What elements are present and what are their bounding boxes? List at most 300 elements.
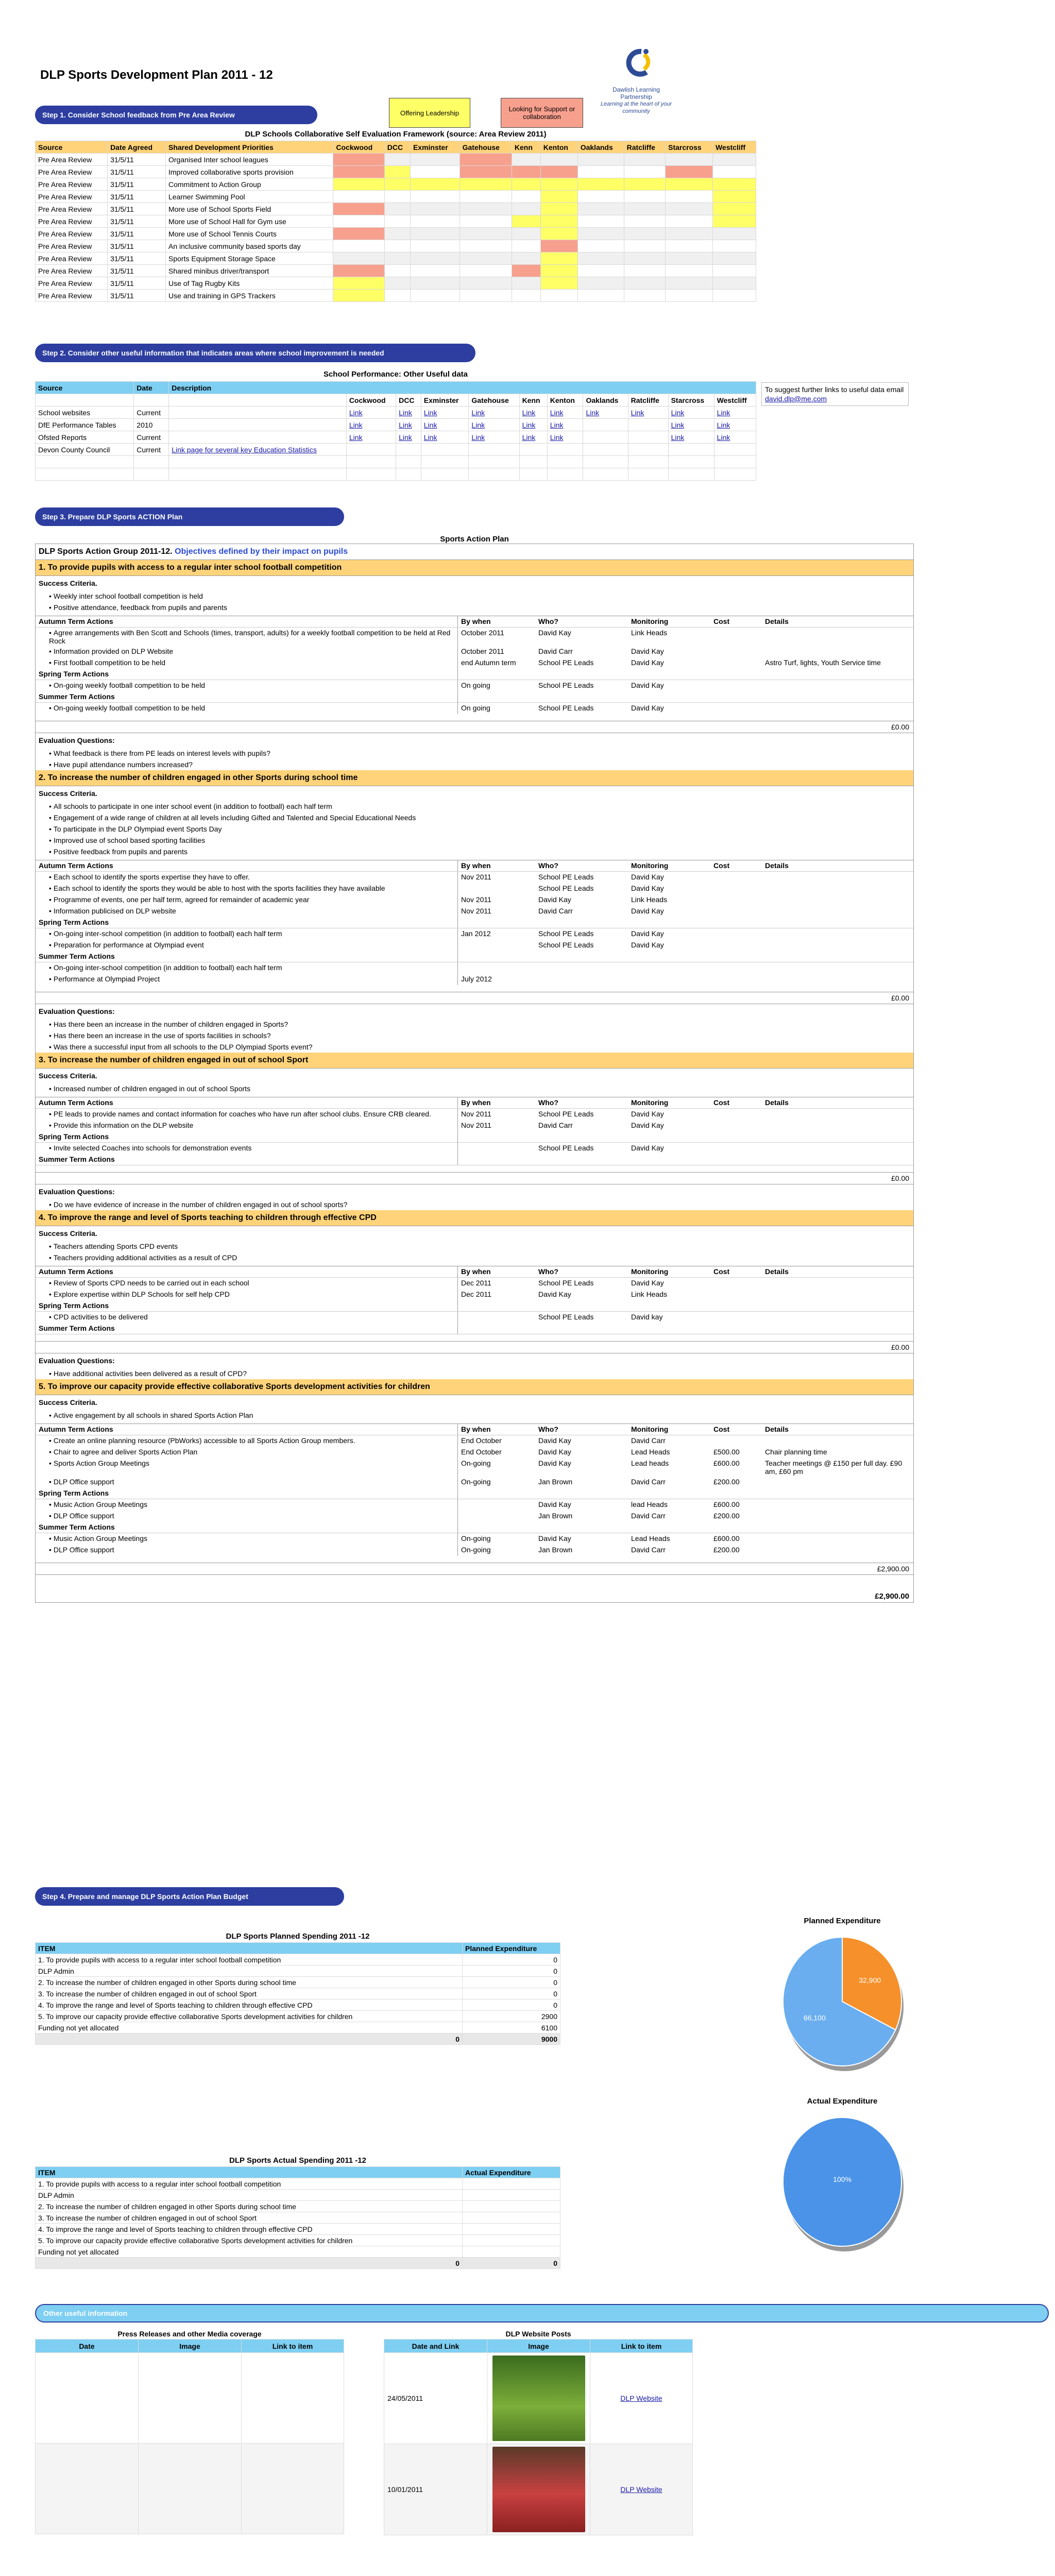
who: David Kay [538,1448,571,1456]
table-row [384,2353,693,2444]
action-text: • Programme of events, one per half term, agreed for remainder of academic year [36,894,458,906]
pie-label: 32,900 [859,1976,881,1985]
term-row [36,1488,913,1499]
monitoring: David Kay [631,1144,664,1152]
school-status-cell [624,203,665,215]
evaluation-label: Evaluation Questions: [39,1188,115,1196]
action-row [36,1278,913,1289]
priority-cell: Use of Tag Rugby Kits [166,277,333,290]
school-status-cell [512,178,540,191]
action-row [36,906,913,917]
spacer [36,1334,913,1342]
blank-cell [134,468,169,481]
cost [710,1278,762,1289]
school-status-cell [410,290,460,302]
expenditure-header: Planned Expenditure [463,1943,560,1954]
cost [710,906,762,917]
school-link[interactable]: Link [423,433,437,442]
action-row [36,1109,913,1120]
col-header: Gatehouse [460,141,512,154]
item-cell: Funding not yet allocated [36,2022,463,2033]
school-link-cell[interactable] [583,406,628,419]
details [762,1120,913,1131]
useful-data-table [35,381,756,481]
criteria-item: • Increased number of children engaged in out of school Sports [36,1083,913,1094]
action-row [36,1120,913,1131]
school-link[interactable]: Link [471,408,485,417]
blank-cell [628,468,668,481]
cost [710,657,762,669]
blank-cell [714,456,756,468]
self-evaluation-table [35,141,756,302]
monitoring: David Kay [631,941,664,949]
table-row [384,2444,693,2535]
column-label: Who? [538,1267,558,1276]
col-header: Image [487,2340,590,2353]
source-cell: Pre Area Review [36,154,108,166]
evaluation-question: • Do we have evidence of increase in the number of children engaged in out of school sports? [36,1199,913,1210]
term-row [36,1300,913,1312]
school-name: Exminster [421,394,469,406]
details [762,1499,913,1511]
who: David Kay [538,895,571,904]
school-status-cell [460,191,512,203]
school-status-cell [333,265,384,277]
school-link[interactable]: Link [671,408,685,417]
header-row [384,2340,693,2353]
by-when: On-going [461,1546,491,1554]
school-link[interactable]: Link [349,433,363,442]
school-link-cell[interactable] [346,419,396,431]
school-status-cell [540,252,577,265]
school-status-cell [384,215,410,228]
school-status-cell [666,215,713,228]
date-cell: 24/05/2011 [384,2353,487,2444]
school-link-cell[interactable] [519,419,547,431]
school-status-cell [712,252,756,265]
who: David Carr [538,647,573,655]
who: School PE Leads [538,1110,594,1118]
date-cell: 31/5/11 [108,154,166,166]
school-link[interactable]: Link [717,408,730,417]
step2-banner: Step 2. Consider other useful information that indicates areas where school improvement is needed [35,344,475,362]
school-status-cell [712,178,756,191]
website-link[interactable]: DLP Website [620,2394,662,2402]
term-label: Summer Term Actions [36,951,458,962]
by-when: October 2011 [461,647,504,655]
objective-total: £2,900.00 [36,1563,913,1575]
term-label: Spring Term Actions [36,1131,458,1142]
school-link[interactable]: Link [399,408,412,417]
column-label: By when [461,617,491,625]
col-header: Exminster [410,141,460,154]
school-link-cell[interactable] [628,406,668,419]
by-when [458,883,535,894]
monitoring: David Kay [631,907,664,915]
school-link[interactable]: Link [399,433,412,442]
cost [710,1143,762,1154]
who: David Carr [538,1121,573,1129]
school-status-cell [410,191,460,203]
school-link[interactable]: Link [522,433,536,442]
source-cell: Pre Area Review [36,166,108,178]
success-criteria-label: Success Criteria. [39,1072,97,1080]
item-cell: DLP Admin [36,1965,463,1977]
school-status-cell [333,228,384,240]
by-when: Nov 2011 [461,1110,491,1118]
by-when: Dec 2011 [461,1279,491,1287]
blank-cell [583,468,628,481]
school-name: Gatehouse [469,394,519,406]
date-cell: 31/5/11 [108,215,166,228]
date-cell [36,2444,139,2534]
blank-cell [668,456,714,468]
school-link-cell [668,444,714,456]
school-link-cell [396,444,421,456]
term-label: Spring Term Actions [36,669,458,680]
blank-cell [469,456,519,468]
date-cell: 31/5/11 [108,240,166,252]
school-status-cell [540,215,577,228]
column-label: Cost [713,861,730,870]
total-b: 0 [463,2258,560,2269]
school-link[interactable]: Link [550,408,564,417]
action-text: • Performance at Olympiad Project [36,974,458,985]
criteria-item: • Engagement of a wide range of children at all levels including Gifted and Talented and Special Educational Needs [36,812,913,823]
by-when [458,1511,535,1522]
school-link[interactable]: Link [717,433,730,442]
school-link-cell [346,444,396,456]
table-row [36,2235,560,2246]
school-link-cell[interactable] [346,431,396,444]
by-when [458,962,535,974]
school-link-cell[interactable] [714,406,756,419]
action-row [36,940,913,951]
details [762,646,913,657]
school-name: Kenton [547,394,583,406]
by-when: End October [461,1448,502,1456]
col-header: Ratcliffe [624,141,665,154]
action-text: • DLP Office support [36,1511,458,1522]
who: School PE Leads [538,704,594,712]
column-label: Details [765,1098,789,1107]
who: Jan Brown [538,1546,573,1554]
cost [710,1120,762,1131]
term-label: Autumn Term Actions [36,1424,458,1435]
website-link[interactable]: DLP Website [620,2485,662,2494]
monitoring: David Kay [631,873,664,881]
action-group-subtitle: Objectives defined by their impact on pupils [175,547,348,556]
table-row [36,2212,560,2224]
date-cell: 31/5/11 [108,265,166,277]
school-name: Westcliff [714,394,756,406]
school-link-cell[interactable] [714,419,756,431]
details [762,883,913,894]
who: Jan Brown [538,1478,573,1486]
criteria-item: • Improved use of school based sporting facilities [36,835,913,846]
action-text: • PE leads to provide names and contact information for coaches who have run after school clubs. Ensure CRB cleared. [36,1109,458,1120]
school-status-cell [540,203,577,215]
school-link-cell[interactable] [519,431,547,444]
monitoring: David Kay [631,681,664,689]
school-status-cell [460,228,512,240]
school-link[interactable]: Link [399,420,412,429]
school-link-cell[interactable] [668,431,714,444]
description-link[interactable]: Link page for several key Education Statistics [172,445,317,454]
item-cell: Funding not yet allocated [36,2246,463,2258]
column-label: Cost [713,1425,730,1433]
school-link[interactable]: Link [631,408,644,417]
total-row [36,2033,560,2045]
criteria-item: • To participate in the DLP Olympiad event Sports Day [36,823,913,835]
school-link-cell[interactable] [469,419,519,431]
cost [710,883,762,894]
school-link[interactable]: Link [550,433,564,442]
action-row [36,1477,913,1488]
item-cell: 3. To increase the number of children engaged in out of school Sport [36,2212,463,2224]
school-link-cell[interactable] [547,431,583,444]
source-cell: Pre Area Review [36,203,108,215]
school-link[interactable]: Link [349,408,363,417]
step1-caption: DLP Schools Collaborative Self Evaluation Framework (source: Area Review 2011) [245,130,547,139]
school-status-cell [460,290,512,302]
school-link[interactable]: Link [423,408,437,417]
term-label: Summer Term Actions [36,691,458,702]
who: David Kay [538,1436,571,1445]
school-link-cell[interactable] [346,406,396,419]
school-link[interactable]: Link [522,408,536,417]
date-cell: 31/5/11 [108,228,166,240]
monitoring: Lead Heads [631,1534,670,1543]
details [762,1435,913,1447]
blank-cell [547,468,583,481]
evaluation-question: • Have pupil attendance numbers increased? [36,759,913,770]
school-link-cell[interactable] [668,406,714,419]
actual-expenditure-pie [773,2112,912,2262]
col-header: Kenn [512,141,540,154]
amount-cell [463,2190,560,2201]
column-label: Details [765,1425,789,1433]
evaluation-label: Evaluation Questions: [39,736,115,744]
table-row [36,2444,344,2534]
school-status-cell [512,203,540,215]
action-text: • Each school to identify the sports they would be able to host with the sports facilities they have available [36,883,458,894]
empty-row [36,456,756,468]
school-link-cell [714,444,756,456]
school-status-cell [577,290,624,302]
column-label: Monitoring [631,1425,669,1433]
table-row [36,1965,560,1977]
school-status-cell [666,277,713,290]
school-link-cell[interactable] [396,419,421,431]
action-row [36,928,913,940]
school-link-cell [628,431,668,444]
column-label: Details [765,861,789,870]
by-when: On-going [461,1478,491,1486]
planned-chart-title: Planned Expenditure [804,1917,881,1925]
blank-cell [346,468,396,481]
school-link-cell[interactable] [469,431,519,444]
item-cell: 2. To increase the number of children engaged in other Sports during school time [36,1977,463,1988]
table-row [36,154,756,166]
details [762,1511,913,1522]
posts-caption: DLP Website Posts [505,2330,571,2338]
who: David Kay [538,629,571,637]
school-link[interactable]: Link [717,420,730,429]
school-status-cell [577,215,624,228]
column-label: Who? [538,861,558,870]
school-link[interactable]: Link [522,420,536,429]
cost [710,1312,762,1323]
details [762,1545,913,1556]
school-link[interactable]: Link [586,408,600,417]
school-status-cell [512,228,540,240]
school-status-cell [333,277,384,290]
school-link-cell[interactable] [421,406,469,419]
school-link[interactable]: Link [550,420,564,429]
col-header: Date Agreed [108,141,166,154]
column-label: Monitoring [631,861,669,870]
priority-cell: Use and training in GPS Trackers [166,290,333,302]
details [762,1143,913,1154]
school-status-cell [384,228,410,240]
school-link-cell[interactable] [396,406,421,419]
amount-cell: 0 [463,1999,560,2011]
by-when [458,1312,535,1323]
school-link-cell[interactable] [668,419,714,431]
school-status-cell [712,191,756,203]
school-link[interactable]: Link [671,420,685,429]
success-criteria-label: Success Criteria. [39,579,97,587]
table-row [36,2353,344,2444]
school-link-cell[interactable] [547,419,583,431]
action-text: • Each school to identify the sports expertise they have to offer. [36,872,458,883]
table-row [36,2011,560,2022]
school-status-cell [666,154,713,166]
school-link-cell[interactable] [714,431,756,444]
monitoring: David Carr [631,1478,666,1486]
school-status-cell [712,240,756,252]
date-cell: 31/5/11 [108,277,166,290]
amount-cell [463,2246,560,2258]
details [762,1109,913,1120]
school-link[interactable]: Link [471,433,485,442]
school-status-cell [577,178,624,191]
school-status-cell [624,166,665,178]
expenditure-header: Actual Expenditure [463,2167,560,2178]
school-status-cell [410,203,460,215]
school-status-cell [712,154,756,166]
objective-total: £0.00 [36,1342,913,1353]
school-link[interactable]: Link [423,420,437,429]
suggest-links-email[interactable]: david.dlp@me.com [765,395,827,403]
school-link-cell[interactable] [421,419,469,431]
school-status-cell [512,191,540,203]
school-status-cell [540,228,577,240]
priority-cell: Organised Inter school leagues [166,154,333,166]
blank-cell [36,468,134,481]
school-link-cell[interactable] [547,406,583,419]
actual-caption: DLP Sports Actual Spending 2011 -12 [229,2156,366,2165]
by-when [458,940,535,951]
action-text: • CPD activities to be delivered [36,1312,458,1323]
date-cell: 31/5/11 [108,191,166,203]
cost: £600.00 [713,1459,740,1467]
table-row [36,444,756,456]
action-row [36,1545,913,1556]
logo-name: Dawlish Learning Partnership [612,86,660,100]
by-when [458,1499,535,1511]
blank-cell [458,1154,913,1165]
details: Chair planning time [765,1448,827,1456]
school-status-cell [666,228,713,240]
image-cell [487,2353,590,2444]
school-link-cell [469,444,519,456]
table-row [36,228,756,240]
description-cell [169,406,347,419]
evaluation-question: • What feedback is there from PE leads on interest levels with pupils? [36,748,913,759]
term-row [36,1131,913,1143]
description-cell[interactable] [169,444,347,456]
school-link-cell[interactable] [421,431,469,444]
date-cell: 31/5/11 [108,252,166,265]
column-label: Cost [713,1267,730,1276]
item-cell: 5. To improve our capacity provide effective collaborative Sports development activities for children [36,2235,463,2246]
col-header: Kenton [540,141,577,154]
link-cell[interactable] [590,2444,693,2535]
table-row [36,2246,560,2258]
school-status-cell [384,240,410,252]
term-header-row [36,1266,913,1278]
source-cell: Pre Area Review [36,290,108,302]
planned-spending-table [35,1942,560,2045]
school-status-cell [333,252,384,265]
source-cell: Ofsted Reports [36,431,134,444]
who: School PE Leads [538,1313,594,1321]
school-status-cell [624,240,665,252]
amount-cell: 0 [463,1954,560,1965]
action-row [36,1499,913,1511]
school-link-cell [547,444,583,456]
table-row [36,419,756,431]
school-status-cell [577,191,624,203]
blank-cell [458,1323,913,1334]
school-status-cell [540,277,577,290]
other-info-banner: Other useful information [35,2304,1049,2323]
action-text: • On-going weekly football competition to be held [36,680,458,691]
school-status-cell [460,154,512,166]
table-row [36,277,756,290]
school-link[interactable]: Link [349,420,363,429]
school-link-cell[interactable] [519,406,547,419]
school-status-cell [666,166,713,178]
blank-cell [458,1488,913,1499]
blank-cell [458,669,913,680]
school-link-cell[interactable] [396,431,421,444]
school-link-cell[interactable] [469,406,519,419]
posts-table [384,2339,693,2535]
link-cell[interactable] [590,2353,693,2444]
details: Astro Turf, lights, Youth Service time [765,658,881,667]
actual-chart-title: Actual Expenditure [807,2097,878,2106]
details [762,940,913,951]
school-link[interactable]: Link [671,433,685,442]
school-link[interactable]: Link [471,420,485,429]
table-row [36,215,756,228]
evaluation-question: • Have additional activities been delivered as a result of CPD? [36,1368,913,1379]
action-row [36,1533,913,1545]
evaluation-question: • Has there been an increase in the use of sports facilities in schools? [36,1030,913,1041]
